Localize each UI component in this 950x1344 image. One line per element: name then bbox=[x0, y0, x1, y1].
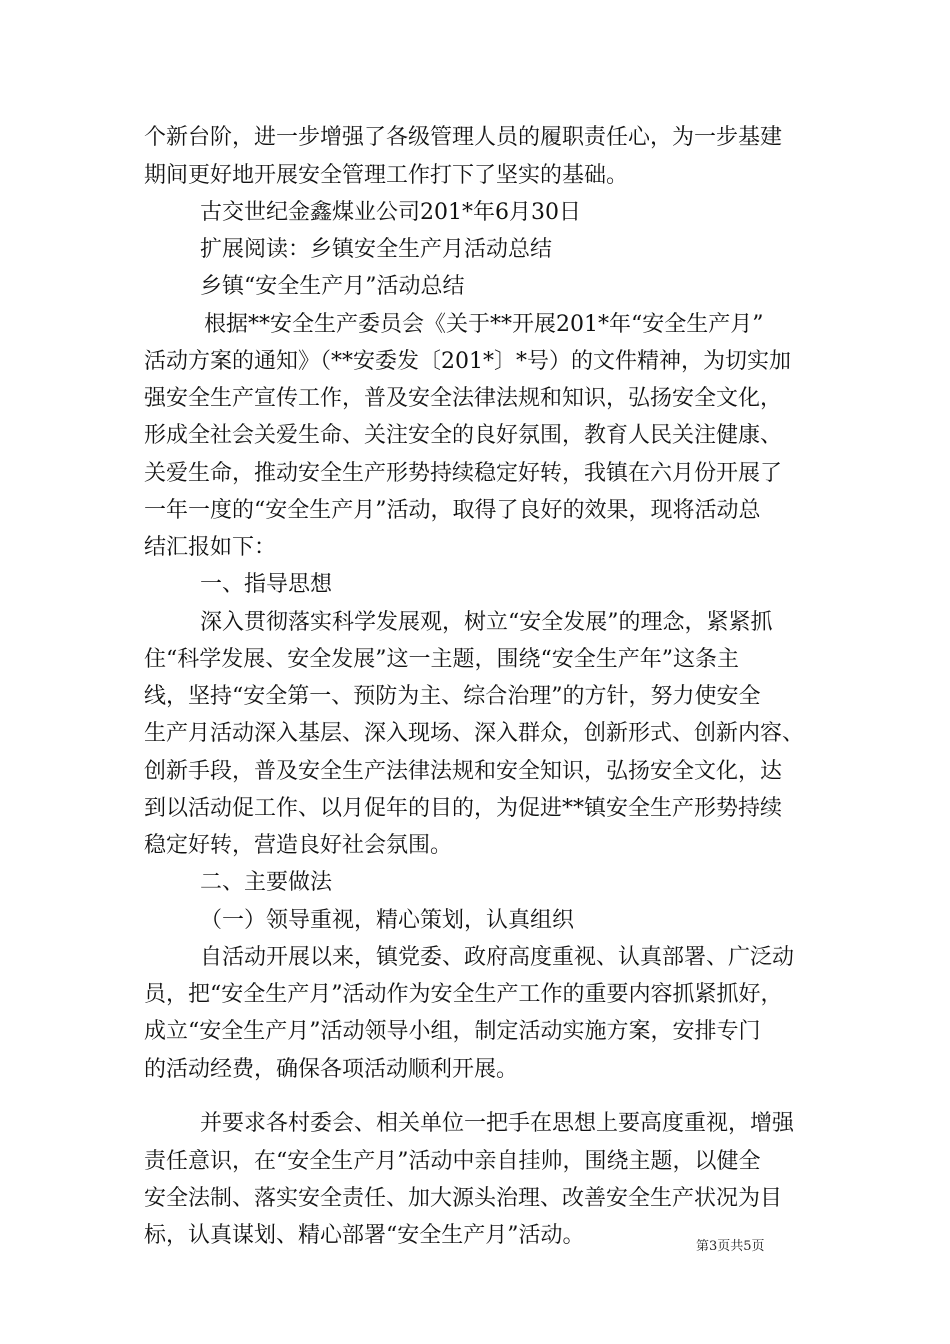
paragraph-line: 稳定好转，营造良好社会氛围。 bbox=[144, 833, 453, 858]
extended-reading-line: 扩展阅读：乡镇安全生产月活动总结 bbox=[200, 237, 553, 262]
paragraph-line: 深入贯彻落实科学发展观，树立“安全发展”的理念，紧紧抓 bbox=[200, 610, 773, 635]
paragraph-line: 结汇报如下： bbox=[144, 535, 277, 560]
paragraph-line: 一年一度的“安全生产月”活动，取得了良好的效果，现将活动总 bbox=[144, 498, 761, 523]
paragraph-line: 线，坚持“安全第一、预防为主、综合治理”的方针，努力使安全 bbox=[144, 684, 761, 709]
paragraph-line: 自活动开展以来，镇党委、政府高度重视、认真部署、广泛动 bbox=[200, 945, 795, 970]
paragraph-line: 标，认真谋划、精心部署“安全生产月”活动。 bbox=[144, 1223, 585, 1248]
paragraph-line: 个新台阶，进一步增强了各级管理人员的履职责任心，为一步基建 bbox=[144, 125, 783, 150]
paragraph-line: 根据**安全生产委员会《关于**开展201*年“安全生产月” bbox=[204, 312, 764, 337]
paragraph-line: 强安全生产宣传工作，普及安全法律法规和知识，弘扬安全文化， bbox=[144, 386, 783, 411]
paragraph-line: 员，把“安全生产月”活动作为安全生产工作的重要内容抓紧抓好， bbox=[144, 982, 783, 1007]
paragraph-line: 活动方案的通知》（**安委发〔201*〕*号）的文件精神，为切实加 bbox=[144, 349, 791, 374]
company-date-line: 古交世纪金鑫煤业公司201*年6月30日 bbox=[200, 200, 581, 225]
section-heading: 一、指导思想 bbox=[200, 572, 333, 597]
paragraph-line: 关爱生命，推动安全生产形势持续稳定好转，我镇在六月份开展了 bbox=[144, 461, 783, 486]
paragraph-line: 生产月活动深入基层、深入现场、深入群众，创新形式、创新内容、 bbox=[144, 721, 805, 746]
paragraph-line: 的活动经费，确保各项活动顺利开展。 bbox=[144, 1057, 519, 1082]
paragraph-line: 期间更好地开展安全管理工作打下了坚实的基础。 bbox=[144, 163, 629, 188]
paragraph-line: 创新手段，普及安全生产法律法规和安全知识，弘扬安全文化，达 bbox=[144, 759, 783, 784]
paragraph-line: 形成全社会关爱生命、关注安全的良好氛围，教育人民关注健康、 bbox=[144, 423, 783, 448]
paragraph-line: 住“科学发展、安全发展”这一主题，围绕“安全生产年”这条主 bbox=[144, 647, 739, 672]
subsection-heading: （一）领导重视，精心策划，认真组织 bbox=[200, 908, 575, 933]
section-heading: 二、主要做法 bbox=[200, 870, 333, 895]
paragraph-line: 并要求各村委会、相关单位一把手在思想上要高度重视，增强 bbox=[200, 1111, 795, 1136]
paragraph-line: 成立“安全生产月”活动领导小组，制定活动实施方案，安排专门 bbox=[144, 1019, 761, 1044]
page-number-footer: 第3页共5页 bbox=[696, 1239, 765, 1254]
paragraph-line: 到以活动促工作、以月促年的目的，为促进**镇安全生产形势持续 bbox=[144, 796, 783, 821]
paragraph-line: 责任意识，在“安全生产月”活动中亲自挂帅，围绕主题，以健全 bbox=[144, 1149, 761, 1174]
article-title: 乡镇“安全生产月”活动总结 bbox=[200, 274, 465, 299]
paragraph-line: 安全法制、落实安全责任、加大源头治理、改善安全生产状况为目 bbox=[144, 1186, 783, 1211]
